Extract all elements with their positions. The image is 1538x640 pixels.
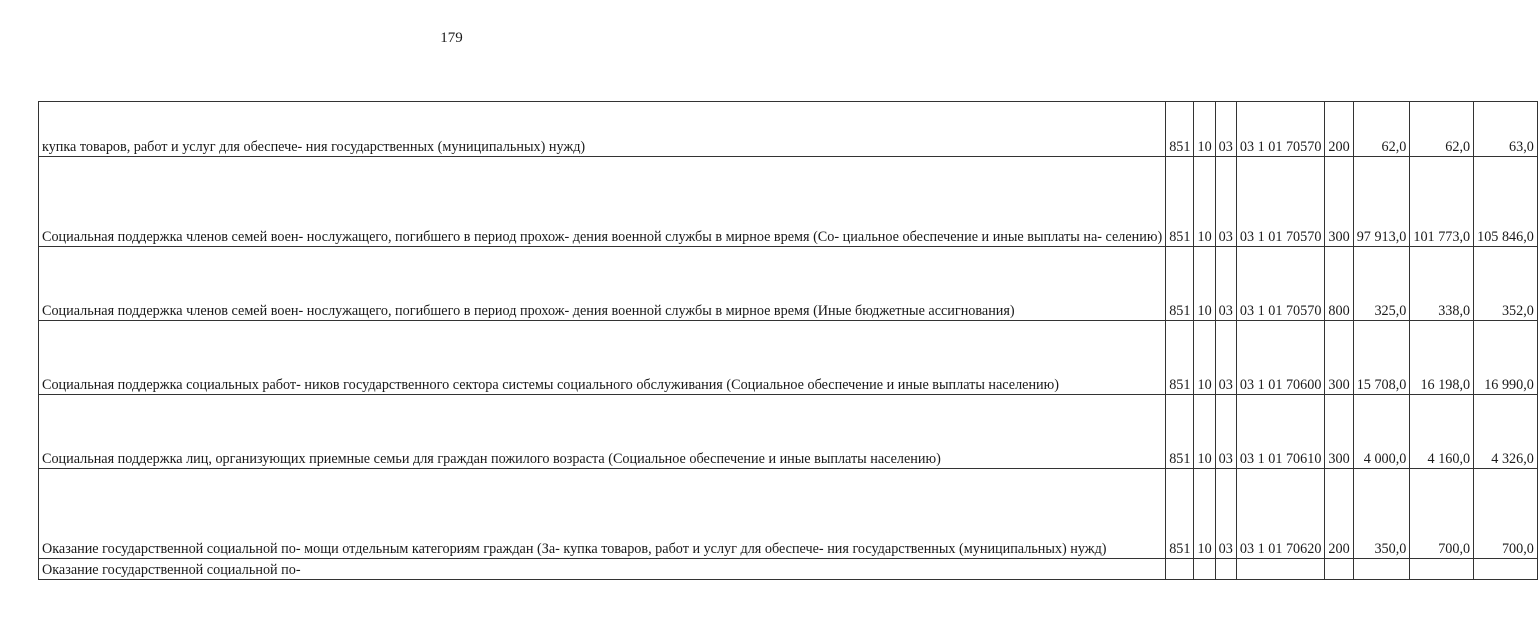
sum-year-3: 4 326,0 (1474, 395, 1538, 469)
sum-year-1: 97 913,0 (1353, 157, 1410, 247)
table-row (39, 395, 1538, 469)
target-article-code: 03 1 01 70570 (1236, 247, 1325, 321)
sum-year-3: 105 846,0 (1474, 157, 1538, 247)
sum-year-2: 16 198,0 (1410, 321, 1474, 395)
sum-year-2: 700,0 (1410, 469, 1474, 559)
subsection-code: 03 (1215, 102, 1236, 157)
table-row (39, 247, 1538, 321)
row-description: Социальная поддержка членов семей воен- нослужащего, погибшего в период прохож- дения военной службы в мирное время (Иные бюджетные ассигнования) (39, 247, 1166, 321)
sum-year-2: 62,0 (1410, 102, 1474, 157)
ministry-code: 851 (1166, 469, 1194, 559)
ministry-code: 851 (1166, 102, 1194, 157)
sum-year-2: 101 773,0 (1410, 157, 1474, 247)
ministry-code: 851 (1166, 321, 1194, 395)
subsection-code: 03 (1215, 469, 1236, 559)
subsection-code: 03 (1215, 395, 1236, 469)
table-row (39, 559, 1538, 580)
section-code: 10 (1194, 321, 1215, 395)
ministry-code (1166, 559, 1194, 580)
target-article-code: 03 1 01 70610 (1236, 395, 1325, 469)
expense-type-code: 300 (1325, 157, 1353, 247)
table-row (39, 469, 1538, 559)
table-row (39, 157, 1538, 247)
row-description: Оказание государственной социальной по- мощи отдельным категориям граждан (За- купка товаров, работ и услуг для обеспече- ния государственных (муниципальных) нужд) (39, 469, 1166, 559)
sum-year-1: 325,0 (1353, 247, 1410, 321)
expense-type-code: 200 (1325, 102, 1353, 157)
sum-year-1: 350,0 (1353, 469, 1410, 559)
subsection-code (1215, 559, 1236, 580)
sum-year-3: 16 990,0 (1474, 321, 1538, 395)
sum-year-2: 338,0 (1410, 247, 1474, 321)
table-row (39, 102, 1538, 157)
page-number: 179 (440, 30, 463, 46)
budget-table (38, 101, 1538, 580)
sum-year-3: 352,0 (1474, 247, 1538, 321)
section-code: 10 (1194, 469, 1215, 559)
subsection-code: 03 (1215, 157, 1236, 247)
expense-type-code: 300 (1325, 321, 1353, 395)
sum-year-2: 4 160,0 (1410, 395, 1474, 469)
sum-year-3: 63,0 (1474, 102, 1538, 157)
section-code (1194, 559, 1215, 580)
sum-year-3 (1474, 559, 1538, 580)
section-code: 10 (1194, 395, 1215, 469)
target-article-code: 03 1 01 70570 (1236, 157, 1325, 247)
sum-year-1: 15 708,0 (1353, 321, 1410, 395)
row-description: купка товаров, работ и услуг для обеспече- ния государственных (муниципальных) нужд) (39, 102, 1166, 157)
target-article-code: 03 1 01 70570 (1236, 102, 1325, 157)
sum-year-3: 700,0 (1474, 469, 1538, 559)
row-description: Социальная поддержка членов семей воен- нослужащего, погибшего в период прохож- дения военной службы в мирное время (Со- циальное обеспечение и иные выплаты на- селению) (39, 157, 1166, 247)
table-row (39, 321, 1538, 395)
sum-year-1: 4 000,0 (1353, 395, 1410, 469)
expense-type-code: 800 (1325, 247, 1353, 321)
subsection-code: 03 (1215, 321, 1236, 395)
ministry-code: 851 (1166, 247, 1194, 321)
ministry-code: 851 (1166, 395, 1194, 469)
sum-year-2 (1410, 559, 1474, 580)
expense-type-code: 300 (1325, 395, 1353, 469)
expense-type-code (1325, 559, 1353, 580)
row-description: Социальная поддержка лиц, организующих приемные семьи для граждан пожилого возраста (Социальное обеспечение и иные выплаты населению) (39, 395, 1166, 469)
row-description: Социальная поддержка социальных работ- ников государственного сектора системы социального обслуживания (Социальное обеспечение и иные выплаты населению) (39, 321, 1166, 395)
target-article-code: 03 1 01 70620 (1236, 469, 1325, 559)
section-code: 10 (1194, 247, 1215, 321)
expense-type-code: 200 (1325, 469, 1353, 559)
subsection-code: 03 (1215, 247, 1236, 321)
ministry-code: 851 (1166, 157, 1194, 247)
sum-year-1 (1353, 559, 1410, 580)
row-description: Оказание государственной социальной по- (39, 559, 1166, 580)
sum-year-1: 62,0 (1353, 102, 1410, 157)
target-article-code: 03 1 01 70600 (1236, 321, 1325, 395)
target-article-code (1236, 559, 1325, 580)
section-code: 10 (1194, 157, 1215, 247)
section-code: 10 (1194, 102, 1215, 157)
